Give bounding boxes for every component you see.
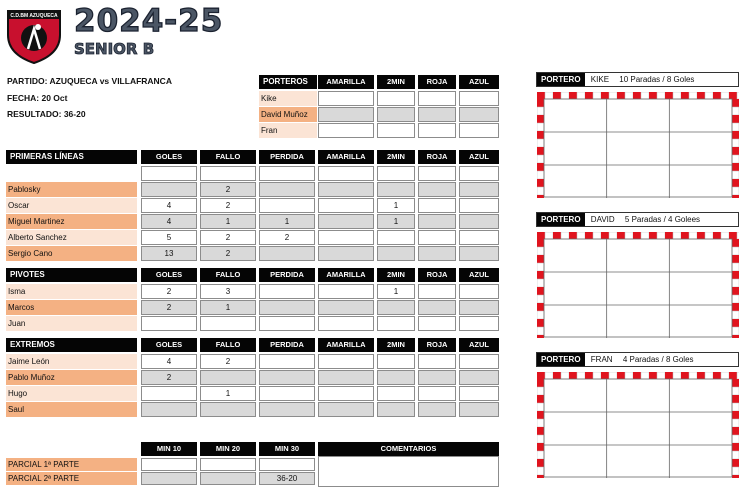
stat-cell-goles[interactable]: 4 [141, 354, 197, 369]
parcial-header: MIN 20 [200, 442, 256, 456]
goal-frame-icon[interactable] [537, 92, 739, 198]
stat-cell-azul[interactable] [459, 246, 499, 261]
portero-cell-azul[interactable] [459, 107, 499, 122]
col-header-azul: AZUL [459, 75, 499, 89]
parcial-label: PARCIAL 1ª PARTE [6, 458, 137, 471]
stat-cell-perdida[interactable] [259, 386, 315, 401]
primeras_lineas-header: PRIMERAS LÍNEAS [6, 150, 137, 164]
goalkeeper-stats: 5 Paradas / 4 Golees [624, 215, 701, 224]
col-header-roja: ROJA [418, 150, 456, 164]
player-name: Isma [6, 284, 137, 299]
col-header-dos_min: 2MIN [377, 268, 415, 282]
col-header-goles: GOLES [141, 150, 197, 164]
col-header-amarilla: AMARILLA [318, 75, 374, 89]
portero-name: Kike [259, 91, 317, 106]
col-header-amarilla: AMARILLA [318, 338, 374, 352]
portero-cell-amarilla[interactable] [318, 123, 374, 138]
comentarios-box[interactable] [318, 456, 499, 487]
col-header-azul: AZUL [459, 268, 499, 282]
stat-cell-fallo[interactable] [200, 370, 256, 385]
blank-cell[interactable] [459, 166, 499, 181]
stat-cell-azul[interactable] [459, 182, 499, 197]
extremos-header: EXTREMOS [6, 338, 137, 352]
match-fecha: FECHA: 20 Oct [7, 93, 68, 103]
col-header-azul: AZUL [459, 150, 499, 164]
stat-cell-fallo[interactable] [200, 316, 256, 331]
player-name: Marcos [6, 300, 137, 315]
stat-cell-perdida[interactable]: 2 [259, 230, 315, 245]
portero-cell-amarilla[interactable] [318, 91, 374, 106]
stat-cell-goles[interactable] [141, 182, 197, 197]
stat-cell-perdida[interactable] [259, 182, 315, 197]
portero-cell-azul[interactable] [459, 123, 499, 138]
col-header-fallo: FALLO [200, 268, 256, 282]
stat-cell-roja[interactable] [418, 198, 456, 213]
goalkeeper-tag: PORTERO [537, 353, 585, 366]
stat-cell-azul[interactable] [459, 284, 499, 299]
stat-cell-dos_min[interactable] [377, 316, 415, 331]
goalkeeper-stats: 4 Paradas / 8 Goles [622, 355, 694, 364]
club-badge-icon [4, 5, 64, 65]
stat-cell-azul[interactable] [459, 230, 499, 245]
stat-cell-dos_min[interactable] [377, 386, 415, 401]
stat-cell-amarilla[interactable] [318, 370, 374, 385]
goalkeeper-name: FRAN [590, 355, 613, 364]
stat-cell-roja[interactable] [418, 284, 456, 299]
parcial-cell[interactable] [141, 472, 197, 485]
goal-frame-icon[interactable] [537, 232, 739, 338]
portero-cell-dos_min[interactable] [377, 107, 415, 122]
stat-cell-perdida[interactable] [259, 246, 315, 261]
col-header-perdida: PERDIDA [259, 150, 315, 164]
porteros-header: PORTEROS [259, 75, 317, 89]
club-badge-text: C.D.BM AZUQUECA [10, 13, 58, 19]
stat-cell-perdida[interactable] [259, 300, 315, 315]
stat-cell-goles[interactable]: 4 [141, 198, 197, 213]
stat-cell-dos_min[interactable] [377, 300, 415, 315]
col-header-dos_min: 2MIN [377, 150, 415, 164]
stat-cell-goles[interactable]: 13 [141, 246, 197, 261]
stat-cell-perdida[interactable]: 1 [259, 214, 315, 229]
player-name: Alberto Sanchez [6, 230, 137, 245]
stat-cell-fallo[interactable] [200, 402, 256, 417]
stat-cell-roja[interactable] [418, 386, 456, 401]
player-name: Miguel Martinez [6, 214, 137, 229]
goalkeeper-tag: PORTERO [537, 213, 585, 226]
col-header-fallo: FALLO [200, 338, 256, 352]
portero-name: Fran [259, 123, 317, 138]
col-header-roja: ROJA [418, 75, 456, 89]
stat-cell-goles[interactable]: 2 [141, 370, 197, 385]
player-name: Juan [6, 316, 137, 331]
season-title: 2024-25 [74, 3, 224, 39]
portero-cell-roja[interactable] [418, 123, 456, 138]
player-name: Hugo [6, 386, 137, 401]
stat-cell-dos_min[interactable] [377, 370, 415, 385]
player-name: Oscar [6, 198, 137, 213]
stat-cell-fallo[interactable]: 2 [200, 230, 256, 245]
goalkeeper-label [536, 352, 739, 367]
stat-cell-dos_min[interactable]: 1 [377, 284, 415, 299]
stat-cell-roja[interactable] [418, 316, 456, 331]
stat-cell-fallo[interactable]: 2 [200, 354, 256, 369]
stat-cell-roja[interactable] [418, 230, 456, 245]
stat-cell-perdida[interactable] [259, 198, 315, 213]
stat-cell-amarilla[interactable] [318, 198, 374, 213]
col-header-dos_min: 2MIN [377, 338, 415, 352]
stat-cell-goles[interactable] [141, 316, 197, 331]
player-name: Saul [6, 402, 137, 417]
col-header-goles: GOLES [141, 338, 197, 352]
comentarios-header: COMENTARIOS [318, 442, 499, 456]
parcial-label: PARCIAL 2ª PARTE [6, 472, 137, 485]
col-header-roja: ROJA [418, 268, 456, 282]
stat-cell-fallo[interactable]: 2 [200, 198, 256, 213]
blank-cell[interactable] [141, 166, 197, 181]
blank-cell[interactable] [418, 166, 456, 181]
stat-cell-dos_min[interactable] [377, 230, 415, 245]
stat-cell-goles[interactable]: 2 [141, 284, 197, 299]
stat-cell-roja[interactable] [418, 214, 456, 229]
stat-cell-amarilla[interactable] [318, 182, 374, 197]
stat-cell-azul[interactable] [459, 386, 499, 401]
pivotes-header: PIVOTES [6, 268, 137, 282]
col-header-perdida: PERDIDA [259, 268, 315, 282]
col-header-amarilla: AMARILLA [318, 268, 374, 282]
parcial-cell[interactable] [259, 458, 315, 471]
player-name: Sergio Cano [6, 246, 137, 261]
col-header-perdida: PERDIDA [259, 338, 315, 352]
stat-cell-amarilla[interactable] [318, 402, 374, 417]
stat-cell-fallo[interactable]: 1 [200, 300, 256, 315]
portero-cell-dos_min[interactable] [377, 123, 415, 138]
stat-cell-dos_min[interactable] [377, 182, 415, 197]
portero-cell-azul[interactable] [459, 91, 499, 106]
stat-cell-goles[interactable] [141, 402, 197, 417]
stat-cell-azul[interactable] [459, 198, 499, 213]
stat-cell-amarilla[interactable] [318, 284, 374, 299]
col-header-azul: AZUL [459, 338, 499, 352]
stat-cell-fallo[interactable]: 2 [200, 246, 256, 261]
stat-cell-perdida[interactable] [259, 370, 315, 385]
stat-cell-fallo[interactable]: 1 [200, 214, 256, 229]
stat-cell-dos_min[interactable] [377, 402, 415, 417]
portero-cell-roja[interactable] [418, 91, 456, 106]
stat-cell-perdida[interactable] [259, 316, 315, 331]
stat-cell-dos_min[interactable]: 1 [377, 198, 415, 213]
parcial-header: MIN 30 [259, 442, 315, 456]
stat-cell-azul[interactable] [459, 214, 499, 229]
col-header-dos_min: 2MIN [377, 75, 415, 89]
stat-cell-goles[interactable]: 4 [141, 214, 197, 229]
goalkeeper-label [536, 72, 739, 87]
stat-cell-azul[interactable] [459, 316, 499, 331]
parcial-cell[interactable] [200, 458, 256, 471]
col-header-roja: ROJA [418, 338, 456, 352]
player-name: Jaime León [6, 354, 137, 369]
goalkeeper-name: KIKE [590, 75, 610, 84]
col-header-goles: GOLES [141, 268, 197, 282]
stat-cell-dos_min[interactable] [377, 246, 415, 261]
stat-cell-roja[interactable] [418, 246, 456, 261]
blank-cell[interactable] [377, 166, 415, 181]
match-resultado: RESULTADO: 36-20 [7, 109, 86, 119]
stat-cell-fallo[interactable]: 3 [200, 284, 256, 299]
stat-cell-fallo[interactable]: 2 [200, 182, 256, 197]
goalkeeper-stats: 10 Paradas / 8 Goles [619, 75, 695, 84]
stat-cell-goles[interactable]: 5 [141, 230, 197, 245]
stat-cell-perdida[interactable] [259, 284, 315, 299]
portero-cell-dos_min[interactable] [377, 91, 415, 106]
stat-cell-azul[interactable] [459, 402, 499, 417]
stat-cell-goles[interactable] [141, 386, 197, 401]
blank-cell[interactable] [259, 166, 315, 181]
stat-cell-fallo[interactable]: 1 [200, 386, 256, 401]
goalkeeper-label [536, 212, 739, 227]
blank-cell[interactable] [200, 166, 256, 181]
stat-cell-amarilla[interactable] [318, 214, 374, 229]
stat-cell-perdida[interactable] [259, 354, 315, 369]
goalkeeper-tag: PORTERO [537, 73, 585, 86]
stat-cell-roja[interactable] [418, 300, 456, 315]
portero-name: David Muñoz [259, 107, 317, 122]
stat-cell-perdida[interactable] [259, 402, 315, 417]
parcial-header: MIN 10 [141, 442, 197, 456]
stat-cell-amarilla[interactable] [318, 386, 374, 401]
col-header-fallo: FALLO [200, 150, 256, 164]
parcial-cell[interactable] [200, 472, 256, 485]
match-partido: PARTIDO: AZUQUECA vs VILLAFRANCA [7, 76, 172, 86]
player-name: Pablosky [6, 182, 137, 197]
portero-cell-roja[interactable] [418, 107, 456, 122]
stat-cell-dos_min[interactable]: 1 [377, 214, 415, 229]
stat-cell-azul[interactable] [459, 370, 499, 385]
col-header-amarilla: AMARILLA [318, 150, 374, 164]
stat-cell-amarilla[interactable] [318, 354, 374, 369]
stat-cell-dos_min[interactable] [377, 354, 415, 369]
stat-cell-roja[interactable] [418, 354, 456, 369]
stat-cell-amarilla[interactable] [318, 300, 374, 315]
goalkeeper-name: DAVID [590, 215, 615, 224]
stat-cell-amarilla[interactable] [318, 246, 374, 261]
blank-cell[interactable] [318, 166, 374, 181]
stat-cell-amarilla[interactable] [318, 230, 374, 245]
team-title: SENIOR B [74, 40, 155, 58]
player-name: Pablo Muñoz [6, 370, 137, 385]
stat-cell-roja[interactable] [418, 182, 456, 197]
stat-cell-azul[interactable] [459, 354, 499, 369]
stat-cell-azul[interactable] [459, 300, 499, 315]
parcial-cell[interactable]: 36-20 [259, 472, 315, 485]
goal-frame-icon[interactable] [537, 372, 739, 478]
parcial-cell[interactable] [141, 458, 197, 471]
stat-cell-roja[interactable] [418, 402, 456, 417]
portero-cell-amarilla[interactable] [318, 107, 374, 122]
stat-cell-roja[interactable] [418, 370, 456, 385]
stat-cell-amarilla[interactable] [318, 316, 374, 331]
stat-cell-goles[interactable]: 2 [141, 300, 197, 315]
